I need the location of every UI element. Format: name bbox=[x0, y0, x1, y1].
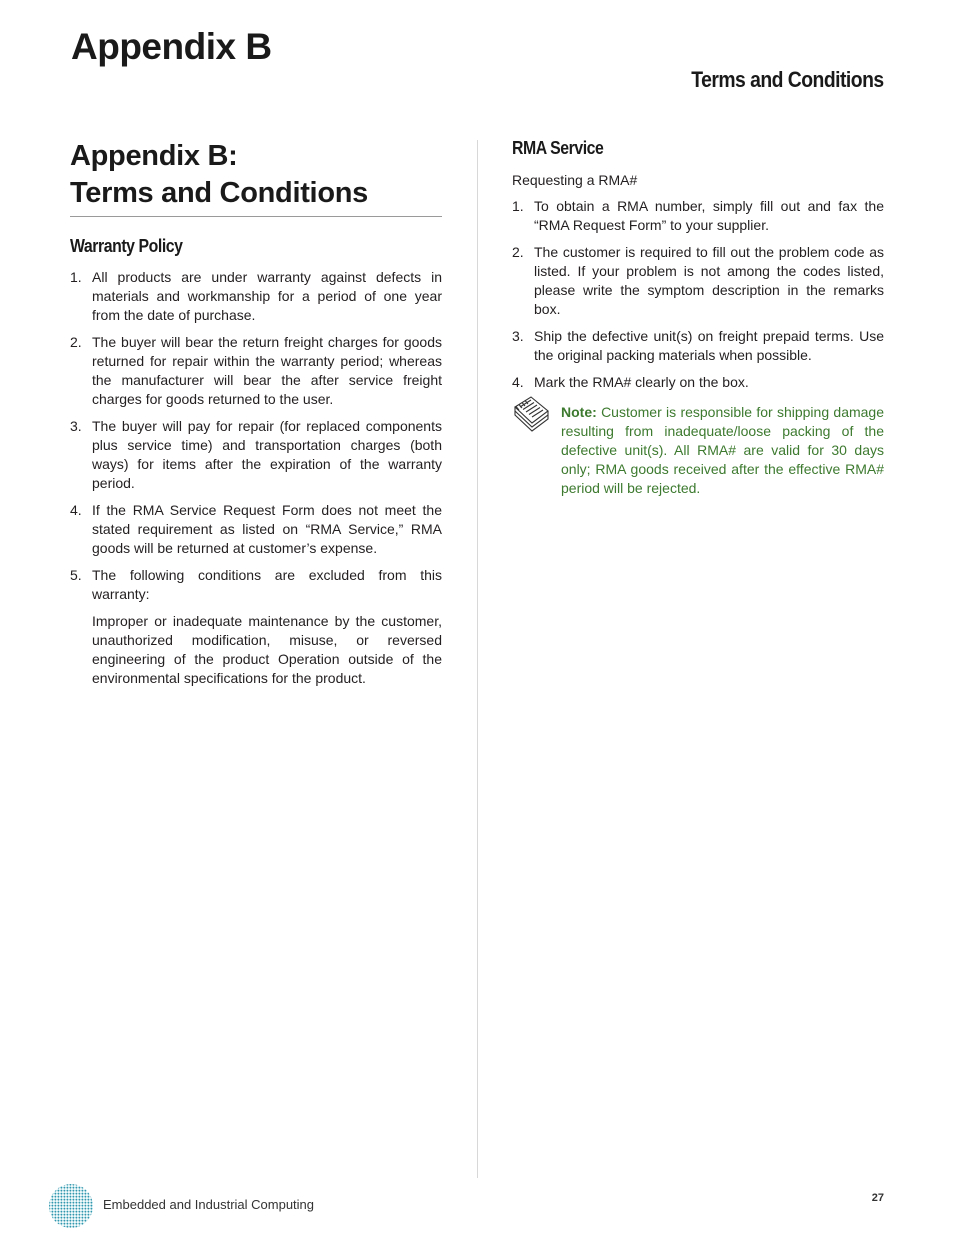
left-column bbox=[70, 138, 442, 696]
note-label: Note: bbox=[561, 404, 597, 420]
list-item: 1. All products are under warranty against defects in materials and workmanship for a period of one year from the date of purchase. bbox=[70, 269, 442, 323]
rma-service-heading: RMA Service bbox=[512, 138, 604, 158]
note-body: Customer is responsible for shipping damage resulting from inadequate/loose packing of the defective unit(s). All RMA# are valid for 30 days only; RMA goods received after the effective RMA# period will be rejected. bbox=[561, 404, 884, 496]
dotted-globe-logo-icon bbox=[48, 1183, 94, 1229]
page-header-title: Appendix B bbox=[71, 26, 272, 67]
list-item: 5. The following conditions are excluded from this warranty: Improper or inadequate maintenance by the customer, unauthorized modification, misuse, or reversed engineering of the product Operation outside of the environmental specifications for the product. bbox=[70, 567, 442, 686]
list-item: 3. The buyer will pay for repair (for replaced components plus service time) and transportation charges (both ways) for items after the expiration of the warranty period. bbox=[70, 418, 442, 491]
warranty-list bbox=[70, 268, 442, 688]
section-title bbox=[70, 138, 442, 217]
exclusion-details: Improper or inadequate maintenance by the customer, unauthorized modification, misuse, or reversed engineering of the product Operation outside of the environmental specifications for the product. bbox=[92, 613, 442, 686]
warranty-policy-heading: Warranty Policy bbox=[70, 236, 183, 256]
rma-intro: Requesting a RMA# bbox=[512, 172, 638, 188]
list-item: 3. Ship the defective unit(s) on freight prepaid terms. Use the original packing materials when possible. bbox=[512, 328, 884, 363]
list-item: 1. To obtain a RMA number, simply fill out and fax the “RMA Request Form” to your supplier. bbox=[512, 198, 884, 233]
page-header-subtitle: Terms and Conditions bbox=[691, 67, 884, 92]
notepad-icon bbox=[512, 393, 550, 433]
list-item: 4. If the RMA Service Request Form does not meet the stated requirement as listed on “RMA Service,” RMA goods will be returned at customer’s expense. bbox=[70, 502, 442, 556]
list-item: 2. The buyer will bear the return freight charges for goods returned for repair within the warranty period; whereas the manufacturer will bear the after service freight charges for goods returned to the user. bbox=[70, 334, 442, 407]
footer-text: Embedded and Industrial Computing bbox=[103, 1197, 315, 1212]
note-text bbox=[561, 403, 884, 498]
rma-list bbox=[512, 197, 884, 392]
note-box bbox=[512, 403, 884, 498]
right-column bbox=[512, 138, 884, 498]
page-number: 27 bbox=[871, 1192, 884, 1204]
section-title-line1: Appendix B: bbox=[70, 140, 238, 172]
list-item: 4. Mark the RMA# clearly on the box. bbox=[512, 374, 749, 390]
column-divider bbox=[477, 140, 478, 1178]
list-item: 2. The customer is required to fill out the problem code as listed. If your problem is not among the codes listed, please write the symptom description in the remarks box. bbox=[512, 244, 884, 317]
section-title-line2: Terms and Conditions bbox=[70, 177, 368, 209]
